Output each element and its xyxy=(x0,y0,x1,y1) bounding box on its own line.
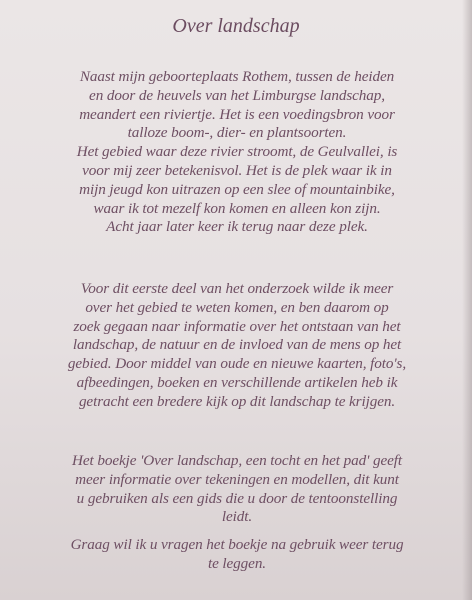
text-line: Het boekje 'Over landschap, een tocht en het pad' geeft xyxy=(72,452,402,469)
text-line: mijn jeugd kon uitrazen op een slee of mountainbike, xyxy=(79,180,395,198)
text-line: over het gebied te weten komen, en ben daarom op xyxy=(85,298,389,316)
text-line: getracht een bredere kijk op dit landschap te krijgen. xyxy=(78,392,396,410)
text-line: landschap, de natuur en de invloed van de mens op het xyxy=(72,336,402,354)
text-line: zoek gegaan naar informatie over het ontstaan van het xyxy=(73,317,401,335)
text-line: afbeedingen, boeken en verschillende artikelen heb ik xyxy=(76,373,398,391)
text-line: talloze boom-, dier- en plantsoorten. xyxy=(127,124,347,142)
paragraph-booklet xyxy=(14,452,460,527)
text-line: gebied. Door middel van oude en nieuwe kaarten, foto's, xyxy=(67,355,407,373)
text-line: en door de heuvels van het Limburgse landschap, xyxy=(89,86,385,104)
text-line: Naast mijn geboorteplaats Rothem, tussen de heiden xyxy=(79,68,395,85)
paragraph-research xyxy=(14,280,460,412)
text-line: u gebruiken als een gids die u door de tentoonstelling xyxy=(76,489,398,507)
text-line: meandert een riviertje. Het is een voedingsbron voor xyxy=(79,105,395,123)
paragraph-intro xyxy=(14,68,460,237)
text-line: Acht jaar later keer ik terug naar deze plek. xyxy=(106,218,368,236)
text-line: leidt. xyxy=(221,508,253,526)
text-line: Het gebied waar deze rivier stroomt, de Geulvallei, is xyxy=(76,143,398,161)
text-line: Voor dit eerste deel van het onderzoek wilde ik meer xyxy=(80,280,394,297)
text-line: meer informatie over tekeningen en modellen, dit kunt xyxy=(75,470,399,488)
page-edge-shadow xyxy=(462,0,472,600)
text-line: voor mij zeer betekenisvol. Het is de plek waar ik in xyxy=(82,161,392,179)
page-title: Over landschap xyxy=(172,15,300,37)
text-line: te leggen. xyxy=(207,554,267,572)
text-line: Graag wil ik u vragen het boekje na gebruik weer terug xyxy=(70,536,404,553)
paragraph-request xyxy=(14,536,460,574)
text-line: waar ik tot mezelf kon komen en alleen kon zijn. xyxy=(93,199,381,217)
